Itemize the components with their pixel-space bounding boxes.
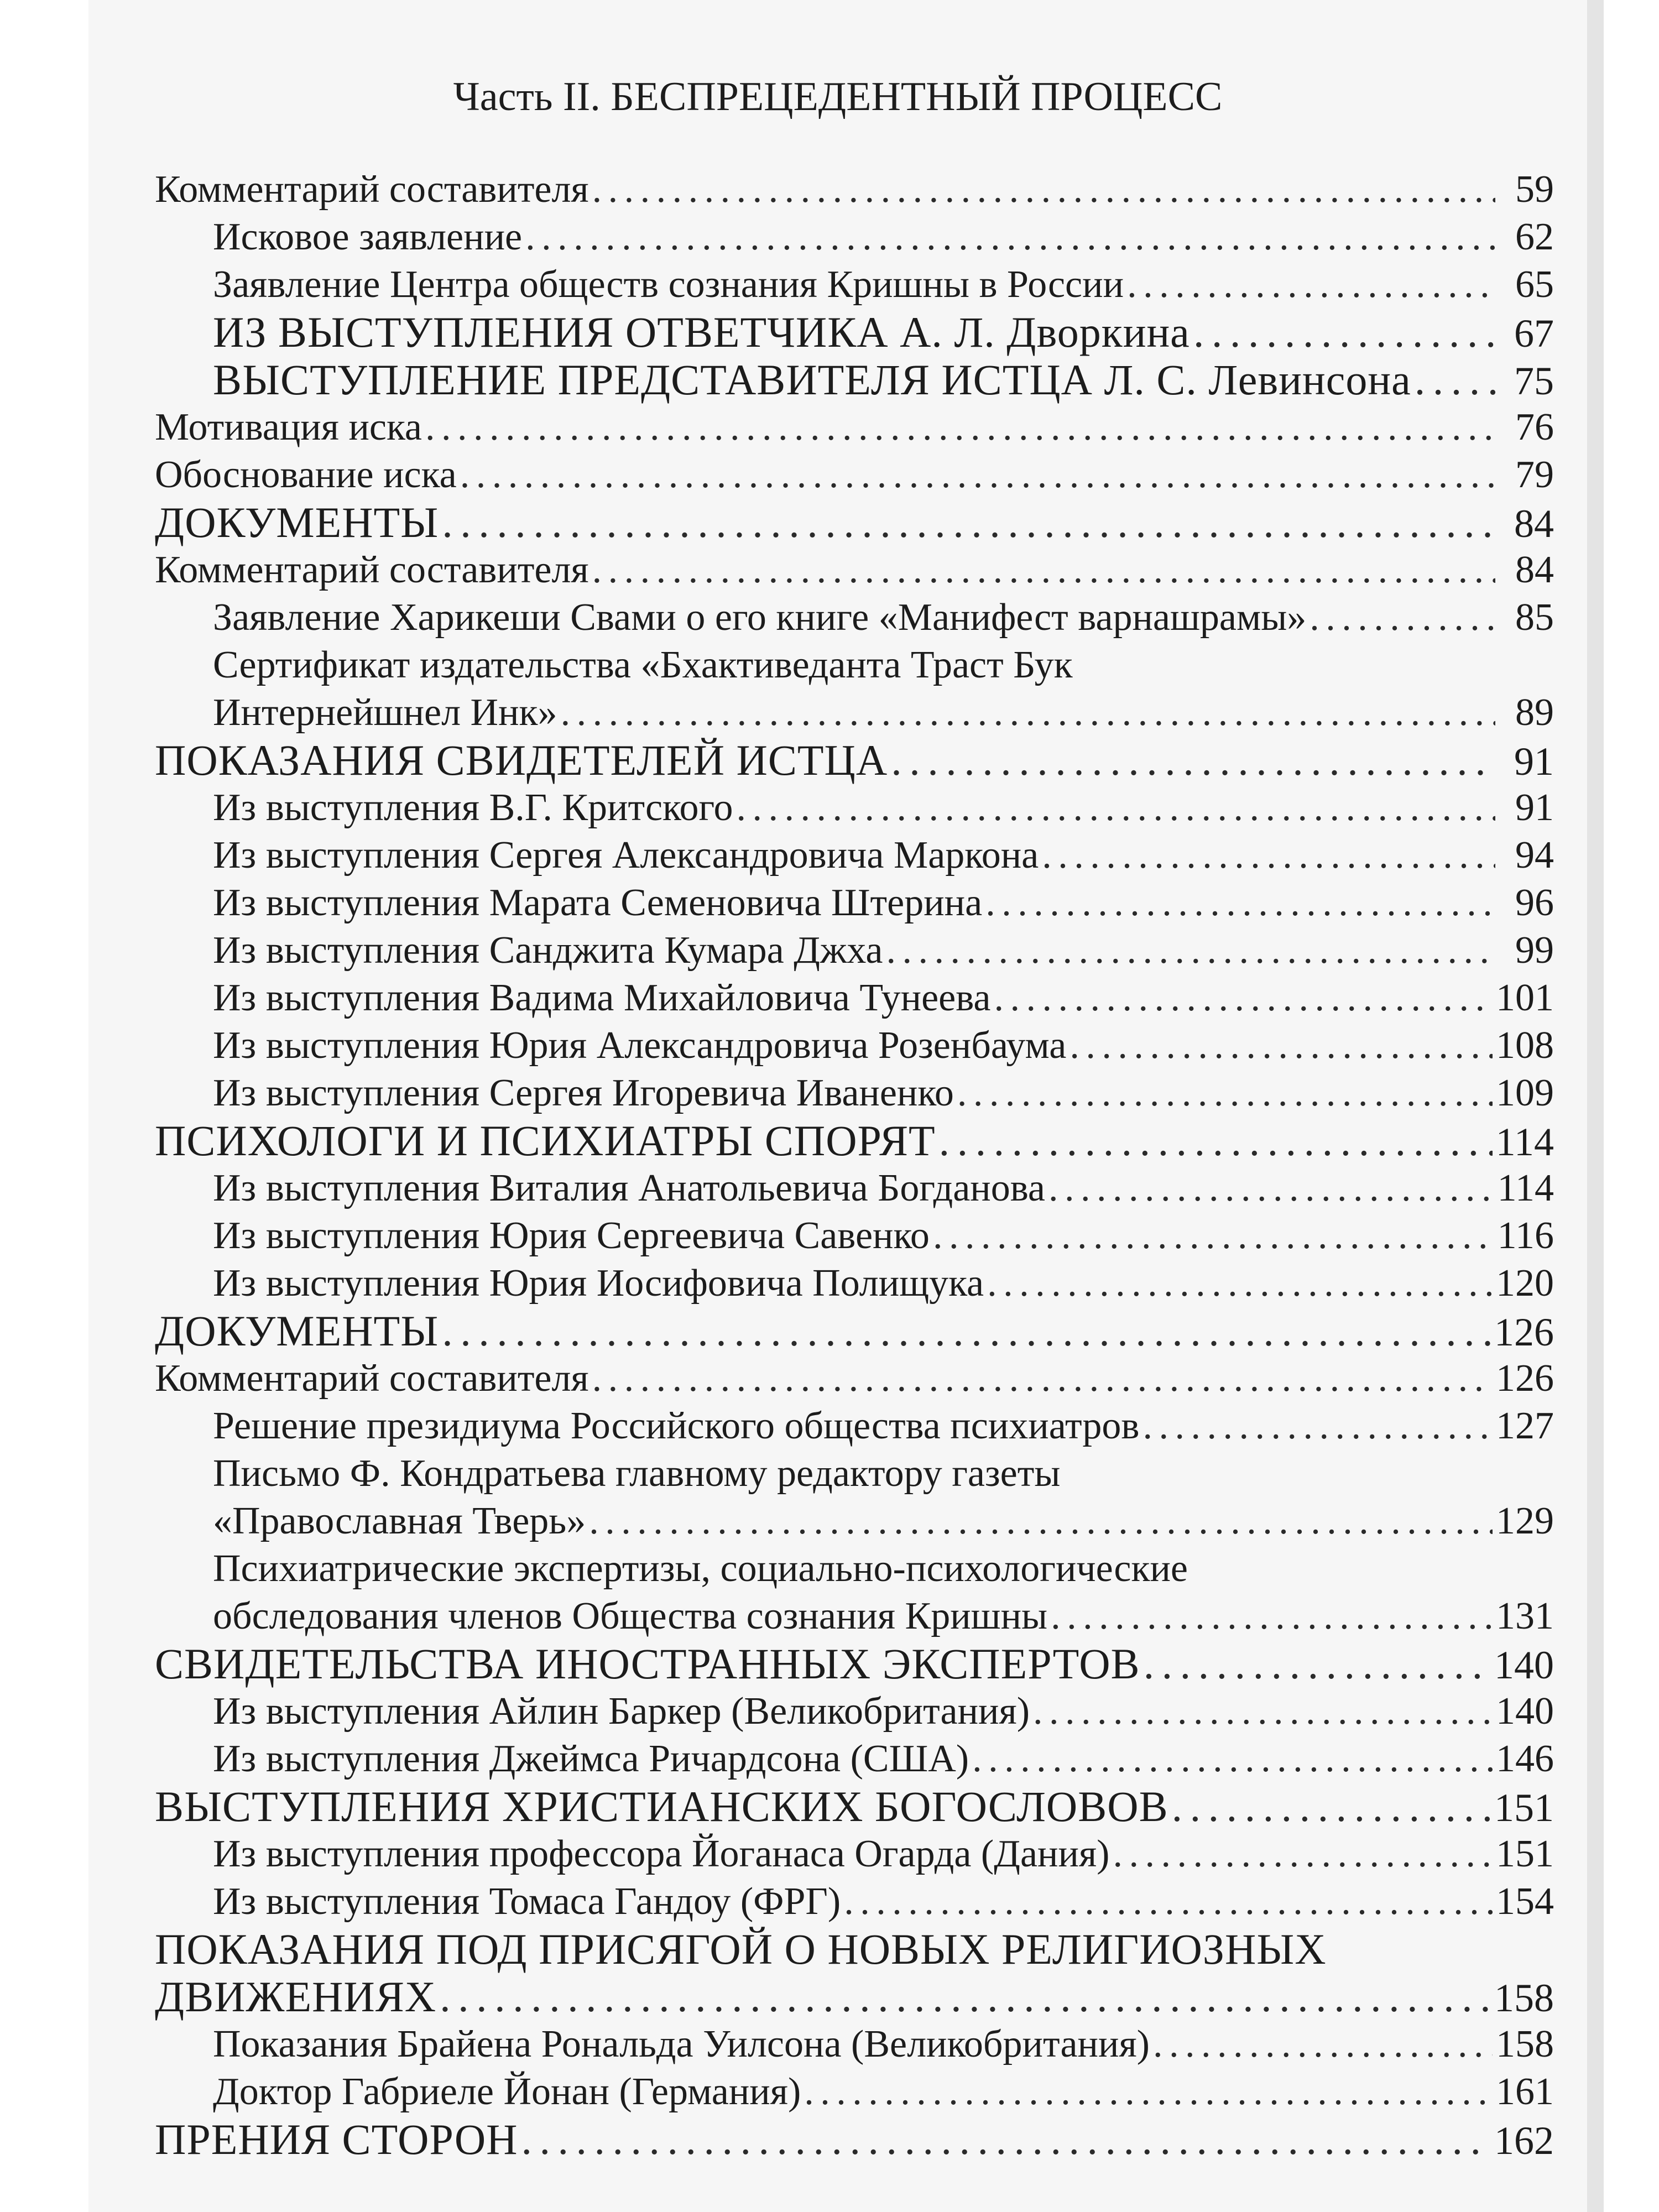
toc-entry-title: Из выступления Виталия Анатольевича Богданова — [213, 1167, 1045, 1209]
dot-leader — [736, 784, 1495, 832]
toc-section — [88, 737, 1554, 785]
book-page — [88, 0, 1587, 2212]
toc-entry — [88, 1593, 1554, 1640]
toc-entry-line — [88, 1450, 1554, 1498]
dot-leader — [987, 1260, 1493, 1307]
toc-entry-page: 126 — [1494, 1310, 1554, 1354]
toc-entry-page: 151 — [1494, 1786, 1554, 1830]
dot-leader — [933, 1212, 1494, 1260]
toc-entry-page: 99 — [1515, 929, 1554, 972]
toc-entry-title: Из выступления Санджита Кумара Джха — [213, 929, 883, 972]
dot-leader — [1113, 1830, 1493, 1878]
toc-entry-page: 101 — [1496, 977, 1554, 1019]
toc-entry-page: 59 — [1515, 168, 1554, 211]
toc-section — [88, 499, 1554, 547]
toc-entry — [88, 1735, 1554, 1783]
toc-entry — [88, 1688, 1554, 1735]
toc-entry-page: 114 — [1497, 1167, 1554, 1209]
toc-entry-page: 94 — [1515, 834, 1554, 877]
toc-entry-title: ИЗ ВЫСТУПЛЕНИЯ ОТВЕТЧИКА А. Л. Дворкина — [213, 308, 1190, 356]
toc-entry-title: Из выступления Сергея Александровича Маркона — [213, 834, 1039, 877]
toc-entry-line — [88, 1545, 1554, 1593]
dot-leader — [1142, 1402, 1493, 1450]
dot-leader — [994, 974, 1493, 1022]
toc-entry-page: 158 — [1494, 1976, 1554, 2020]
toc-entry-page: 84 — [1514, 502, 1554, 546]
toc-entry-page: 84 — [1515, 549, 1554, 591]
toc-entry-page: 91 — [1515, 786, 1554, 829]
toc-entry — [88, 689, 1554, 737]
dot-leader — [1153, 2021, 1493, 2068]
toc-entry-page: 129 — [1496, 1500, 1554, 1542]
dot-leader — [561, 689, 1495, 737]
toc-entry — [88, 927, 1554, 974]
toc-entry — [88, 1355, 1554, 1402]
toc-entry-page: 162 — [1494, 2119, 1554, 2163]
part-heading: Часть II. БЕСПРЕЦЕДЕНТНЫЙ ПРОЦЕСС — [453, 74, 1223, 119]
dot-leader — [1310, 594, 1495, 641]
toc-entry — [88, 1070, 1554, 1117]
dot-leader — [1070, 1022, 1493, 1070]
toc-entry-page: 151 — [1496, 1833, 1554, 1875]
toc-entry-title: Из выступления Айлин Баркер (Великобритания) — [213, 1690, 1030, 1733]
toc-entry — [88, 2021, 1554, 2068]
toc-entry-page: 140 — [1496, 1690, 1554, 1733]
dot-leader — [592, 1355, 1493, 1402]
toc-entry-page: 65 — [1515, 263, 1554, 306]
toc-entry-title: Из выступления Сергея Игоревича Иваненко — [213, 1072, 954, 1114]
dot-leader — [1415, 356, 1495, 404]
dot-leader — [891, 737, 1495, 784]
toc-entry — [88, 1022, 1554, 1070]
toc-entry-title: Из выступления Юрия Иосифовича Полищука — [213, 1262, 984, 1305]
toc-entry-page: 127 — [1496, 1405, 1554, 1447]
toc-entry-line — [88, 641, 1554, 689]
toc-entry — [88, 166, 1554, 213]
toc-entry-page: 140 — [1494, 1643, 1554, 1687]
toc-entry-title: Интернейшнел Инк» — [213, 691, 557, 734]
dot-leader — [1033, 1688, 1493, 1735]
toc-entry-page: 126 — [1496, 1357, 1554, 1400]
dot-leader — [844, 1878, 1493, 1926]
toc-entry — [88, 309, 1554, 357]
toc-entry-title: Из выступления В.Г. Критского — [213, 786, 733, 829]
toc-entry-page: 79 — [1515, 453, 1554, 496]
dot-leader — [1144, 1640, 1491, 1688]
toc-entry — [88, 784, 1554, 832]
toc-entry — [88, 1212, 1554, 1260]
toc-entry-page: 85 — [1515, 596, 1554, 639]
dot-leader — [804, 2068, 1493, 2116]
toc-entry-page: 146 — [1496, 1738, 1554, 1780]
toc-entry-page: 154 — [1496, 1880, 1554, 1923]
dot-leader — [972, 1735, 1493, 1783]
toc-entry-page: 161 — [1496, 2070, 1554, 2113]
toc-entry — [88, 832, 1554, 879]
toc-entry — [88, 356, 1554, 405]
dot-leader — [521, 2116, 1491, 2163]
toc-entry-title: Из выступления Вадима Михайловича Тунеева — [213, 977, 991, 1019]
dot-leader — [1172, 1783, 1491, 1830]
toc-section — [88, 1117, 1554, 1166]
toc-entry-title: Доктор Габриеле Йонан (Германия) — [213, 2070, 801, 2113]
dot-leader — [425, 404, 1495, 451]
toc-entry — [88, 879, 1554, 927]
dot-leader — [985, 879, 1495, 927]
toc-entry-page: 89 — [1515, 691, 1554, 734]
toc-entry — [88, 1878, 1554, 1926]
dot-leader — [442, 499, 1495, 546]
toc-entry — [88, 261, 1554, 309]
dot-leader — [442, 1307, 1491, 1355]
toc-entry — [88, 1402, 1554, 1450]
toc-entry-title: ПРЕНИЯ СТОРОН — [155, 2115, 518, 2163]
toc-entry-title: Комментарий составителя — [155, 168, 589, 211]
toc-entry — [88, 404, 1554, 451]
toc-section — [88, 1783, 1554, 1832]
toc-entry — [88, 1498, 1554, 1545]
toc-section — [88, 1973, 1554, 2022]
dot-leader — [589, 1498, 1493, 1545]
toc-entry — [88, 213, 1554, 261]
toc-entry-page: 76 — [1515, 406, 1554, 448]
toc-section — [88, 2116, 1554, 2164]
toc-entry-title: «Православная Тверь» — [213, 1500, 586, 1542]
toc-entry — [88, 2068, 1554, 2116]
toc-entry-title: Показания Брайена Рональда Уилсона (Великобритания) — [213, 2023, 1150, 2065]
toc-entry — [88, 974, 1554, 1022]
dot-leader — [1193, 309, 1495, 356]
dot-leader — [460, 451, 1495, 499]
toc-entry — [88, 546, 1554, 594]
toc-entry-title: Письмо Ф. Кондратьева главному редактору газеты — [213, 1452, 1061, 1495]
toc-entry-title: ПОКАЗАНИЯ ПОД ПРИСЯГОЙ О НОВЫХ РЕЛИГИОЗНЫХ — [155, 1925, 1327, 1973]
toc-entry-title: СВИДЕТЕЛЬСТВА ИНОСТРАННЫХ ЭКСПЕРТОВ — [155, 1640, 1140, 1688]
toc-entry-title: Обоснование иска — [155, 453, 457, 496]
toc-entry-title: Заявление Центра обществ сознания Кришны в России — [213, 263, 1124, 306]
toc-entry-title: Из выступления Джеймса Ричардсона (США) — [213, 1738, 969, 1780]
toc-entry-page: 114 — [1495, 1120, 1554, 1164]
dot-leader — [440, 1973, 1491, 2021]
toc-entry-title: Комментарий составителя — [155, 1357, 589, 1400]
toc-entry-page: 96 — [1515, 881, 1554, 924]
toc-entry — [88, 594, 1554, 641]
toc-section — [88, 1307, 1554, 1356]
toc-entry-title: Мотивация иска — [155, 406, 422, 448]
toc-entry-title: ДОКУМЕНТЫ — [155, 498, 439, 546]
toc-entry-page: 67 — [1514, 311, 1554, 356]
dot-leader — [886, 927, 1496, 974]
toc-entry-title: Психиатрические экспертизы, социально-психологические — [213, 1547, 1188, 1590]
toc-entry-page: 131 — [1496, 1595, 1554, 1637]
toc-entry-title: Из выступления Марата Семеновича Штерина — [213, 881, 983, 924]
dot-leader — [1048, 1165, 1494, 1212]
toc-entry-title: ДОКУМЕНТЫ — [155, 1307, 439, 1355]
toc-entry-title: ДВИЖЕНИЯХ — [155, 1973, 437, 2021]
toc-section-line — [88, 1926, 1554, 1973]
dot-leader — [1051, 1593, 1493, 1640]
toc-entry-title: Комментарий составителя — [155, 549, 589, 591]
dot-leader — [957, 1070, 1493, 1117]
toc-entry-title: ВЫСТУПЛЕНИЕ ПРЕДСТАВИТЕЛЯ ИСТЦА Л. С. Левинсона — [213, 356, 1411, 404]
toc-entry-page: 75 — [1514, 359, 1554, 403]
toc-entry-page: 109 — [1496, 1072, 1554, 1114]
toc-entry-page: 158 — [1496, 2023, 1554, 2065]
toc-entry-page: 116 — [1497, 1214, 1554, 1257]
toc-entry-title: Решение президиума Российского общества психиатров — [213, 1405, 1140, 1447]
toc-entry-page: 62 — [1515, 216, 1554, 258]
toc-entry-title: Из выступления профессора Йоганаса Огарда (Дания) — [213, 1833, 1110, 1875]
toc-entry — [88, 1260, 1554, 1307]
toc-entry-title: Из выступления Томаса Гандоу (ФРГ) — [213, 1880, 841, 1923]
toc-entry-page: 120 — [1496, 1262, 1554, 1305]
dot-leader — [592, 166, 1495, 213]
toc-entry — [88, 451, 1554, 499]
toc-entry — [88, 1830, 1554, 1878]
dot-leader — [1042, 832, 1495, 879]
toc-entry-title: обследования членов Общества сознания Кришны — [213, 1595, 1048, 1637]
dot-leader — [939, 1117, 1493, 1165]
toc-entry-page: 91 — [1514, 739, 1554, 784]
dot-leader — [1127, 261, 1495, 309]
toc-entry-title: Из выступления Юрия Александровича Розенбаума — [213, 1024, 1067, 1067]
toc-entry — [88, 1165, 1554, 1212]
toc-entry-title: ПСИХОЛОГИ И ПСИХИАТРЫ СПОРЯТ — [155, 1117, 936, 1165]
toc-entry-title: Из выступления Юрия Сергеевича Савенко — [213, 1214, 930, 1257]
toc-entry-title: Исковое заявление — [213, 216, 523, 258]
toc-section — [88, 1640, 1554, 1689]
toc-entry-title: ПОКАЗАНИЯ СВИДЕТЕЛЕЙ ИСТЦА — [155, 736, 888, 784]
dot-leader — [592, 546, 1495, 594]
toc-entry-page: 108 — [1496, 1024, 1554, 1067]
toc-entry-title: ВЫСТУПЛЕНИЯ ХРИСТИАНСКИХ БОГОСЛОВОВ — [155, 1782, 1168, 1830]
toc-entry-title: Заявление Харикеши Свами о его книге «Манифест варнашрамы» — [213, 596, 1307, 639]
toc-entry-title: Сертификат издательства «Бхактиведанта Траст Бук — [213, 644, 1073, 686]
dot-leader — [525, 213, 1495, 261]
